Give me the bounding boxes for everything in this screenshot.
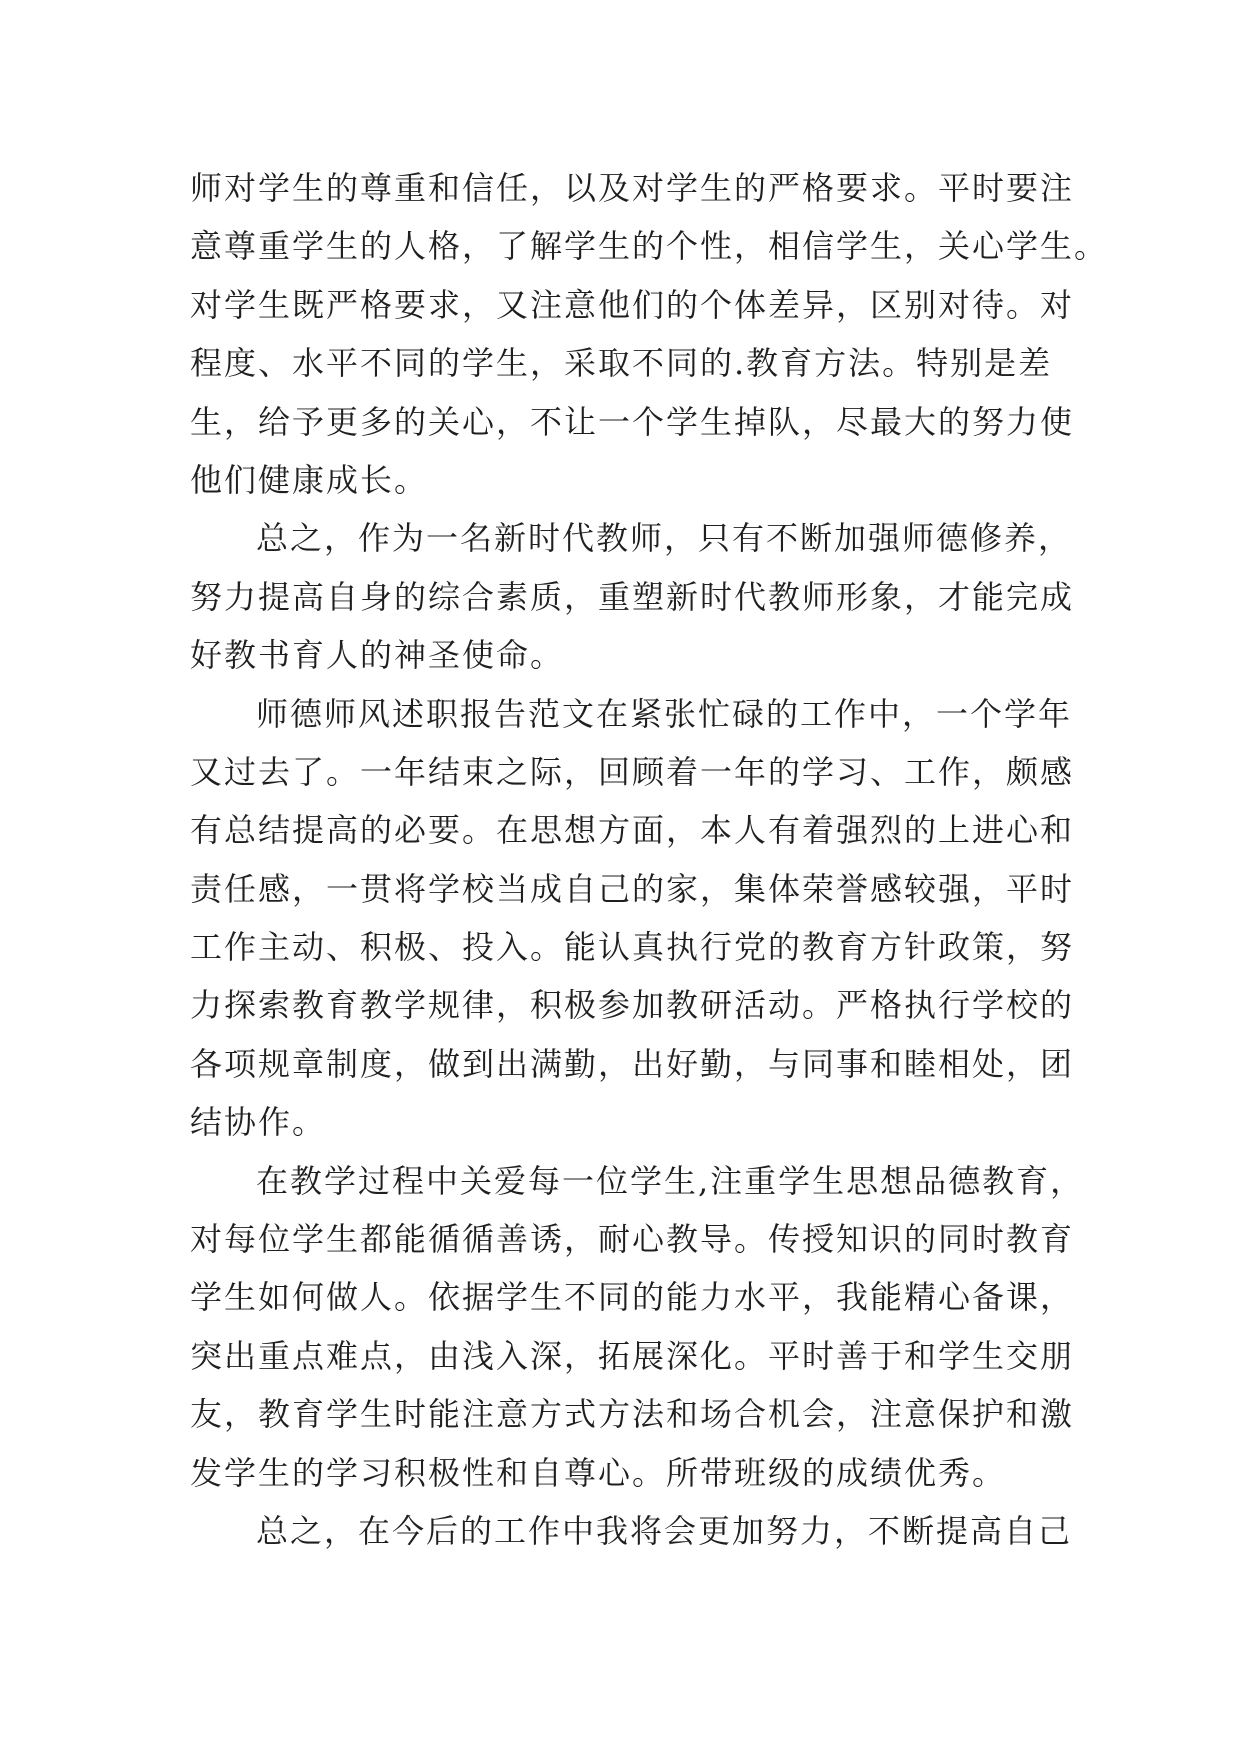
text-line: 有总结提高的必要。在思想方面，本人有着强烈的上进心和 [190,811,1075,850]
paragraph-first-line: 师德师风述职报告范文在紧张忙碌的工作中，一个学年 [256,694,1073,733]
text-line: 对学生既严格要求，又注意他们的个体差异，区别对待。对 [190,285,1075,324]
text-line: 突出重点难点，由浅入深，拓展深化。平时善于和学生交朋 [190,1336,1075,1375]
text-line: 意尊重学生的人格，了解学生的个性，相信学生，关心学生。 [190,227,1109,266]
text-line: 发学生的学习积极性和自尊心。所带班级的成绩优秀。 [190,1453,1007,1492]
text-line: 学生如何做人。依据学生不同的能力水平，我能精心备课， [190,1278,1075,1317]
text-line: 力探索教育教学规律，积极参加教研活动。严格执行学校的 [190,986,1075,1025]
text-line: 生，给予更多的关心，不让一个学生掉队，尽最大的努力使 [190,402,1075,441]
text-line: 好教书育人的神圣使命。 [190,636,565,675]
paragraph-first-line: 总之，在今后的工作中我将会更加努力，不断提高自己 [256,1511,1073,1550]
text-line: 结协作。 [190,1103,327,1142]
text-line: 友，教育学生时能注意方式方法和场合机会，注意保护和激 [190,1395,1075,1434]
text-line: 工作主动、积极、投入。能认真执行党的教育方针政策，努 [190,928,1075,967]
text-line: 各项规章制度，做到出满勤，出好勤，与同事和睦相处，团 [190,1044,1075,1083]
text-line: 对每位学生都能循循善诱，耐心教导。传授知识的同时教育 [190,1220,1075,1259]
text-line: 程度、水平不同的学生，采取不同的.教育方法。特别是差 [190,344,1053,383]
text-line: 又过去了。一年结束之际，回顾着一年的学习、工作，颇感 [190,752,1075,791]
text-line: 努力提高自身的综合素质，重塑新时代教师形象，才能完成 [190,577,1075,616]
text-line: 责任感，一贯将学校当成自己的家，集体荣誉感较强，平时 [190,869,1075,908]
body-text [190,159,1109,1560]
paragraph-first-line: 总之，作为一名新时代教师，只有不断加强师德修养， [256,519,1073,558]
paragraph-first-line: 在教学过程中关爱每一位学生,注重学生思想品德教育， [256,1161,1085,1200]
text-line: 他们健康成长。 [190,460,429,499]
text-line: 师对学生的尊重和信任，以及对学生的严格要求。平时要注 [190,169,1075,207]
